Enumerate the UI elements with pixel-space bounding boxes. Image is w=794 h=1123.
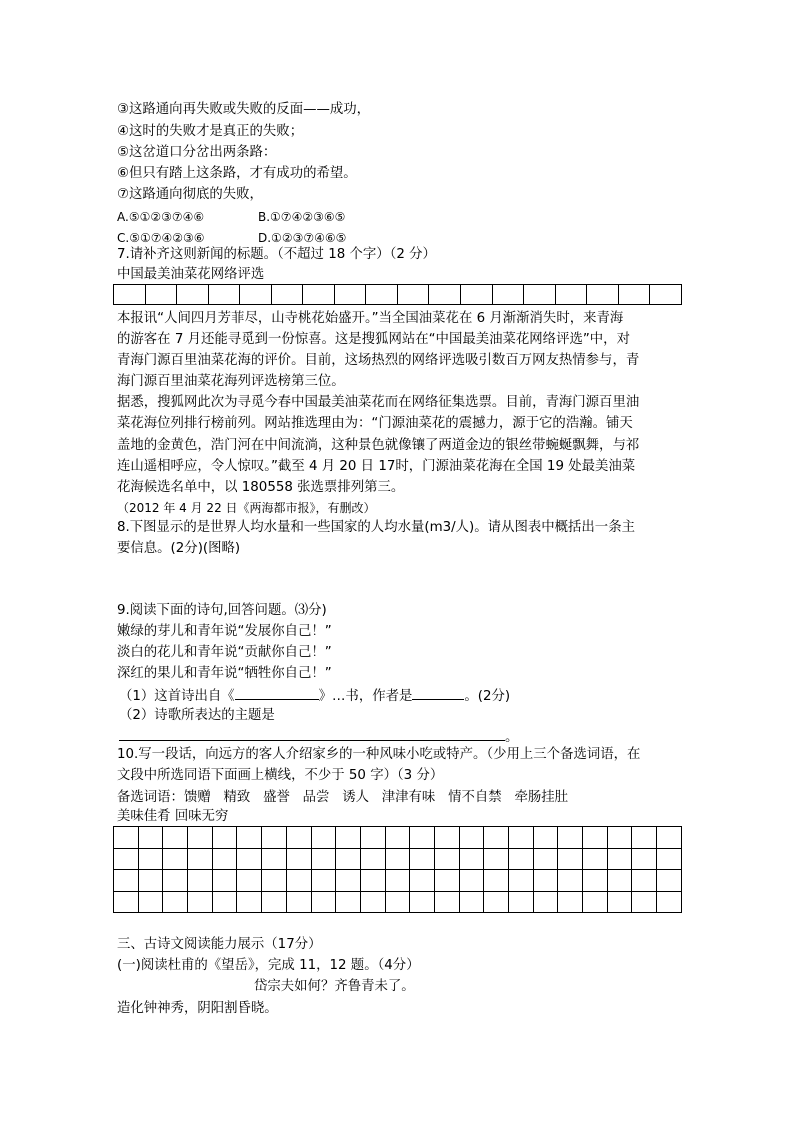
grid-cell[interactable]	[240, 285, 272, 305]
grid-cell[interactable]	[138, 827, 163, 849]
grid-cell[interactable]	[484, 891, 509, 913]
grid-cell[interactable]	[311, 848, 336, 870]
news-paragraph-line: 盖地的金黄色，浩门河在中间流淌，这种景色就像镶了两道金边的银丝带蜿蜒飘舞，与祁	[117, 438, 640, 453]
grid-cell[interactable]	[533, 891, 558, 913]
grid-cell[interactable]	[632, 870, 657, 892]
section-subheading: (一)阅读杜甫的《望岳》，完成 11，12 题。（4分）	[117, 958, 420, 973]
theme-blank[interactable]	[119, 726, 505, 741]
grid-cell[interactable]	[484, 870, 509, 892]
poem-line: 深红的果儿和青年说“牺牲你自己！”	[117, 666, 332, 681]
grid-cell[interactable]	[410, 848, 435, 870]
grid-cell[interactable]	[334, 285, 366, 305]
word: 津津有味	[381, 790, 436, 805]
news-paragraph-line: 连山遥相呼应，令人惊叹。”截至 4 月 20 日 17时，门源油菜花海在全国 19 处最美油菜	[117, 459, 636, 474]
grid-cell[interactable]	[188, 870, 213, 892]
word: 牵肠挂肚	[514, 790, 569, 805]
grid-cell[interactable]	[360, 827, 385, 849]
grid-cell[interactable]	[607, 870, 632, 892]
grid-cell[interactable]	[524, 285, 556, 305]
news-paragraph-line: 菜花海位列排行榜前列。网站推选理由为：“门源油菜花的震撼力，源于它的浩瀚。铺天	[117, 416, 633, 431]
book-title-blank[interactable]	[235, 685, 319, 700]
grid-cell[interactable]	[587, 285, 619, 305]
grid-cell[interactable]	[434, 891, 459, 913]
grid-cell[interactable]	[492, 285, 524, 305]
q9-sub1-text: 。(2分)	[464, 689, 511, 704]
grid-cell[interactable]	[163, 891, 188, 913]
grid-cell[interactable]	[303, 285, 335, 305]
grid-cell[interactable]	[509, 848, 534, 870]
grid-cell[interactable]	[138, 870, 163, 892]
grid-cell[interactable]	[366, 285, 398, 305]
grid-cell[interactable]	[212, 870, 237, 892]
grid-cell[interactable]	[434, 848, 459, 870]
grid-cell[interactable]	[434, 870, 459, 892]
grid-cell[interactable]	[429, 285, 461, 305]
grid-cell[interactable]	[385, 848, 410, 870]
grid-cell[interactable]	[208, 285, 240, 305]
grid-cell[interactable]	[336, 870, 361, 892]
grid-cell[interactable]	[311, 891, 336, 913]
essay-answer-grid[interactable]	[113, 826, 682, 913]
q9-sub1	[119, 685, 510, 705]
grid-cell[interactable]	[632, 848, 657, 870]
grid-cell[interactable]	[262, 870, 287, 892]
grid-cell[interactable]	[360, 870, 385, 892]
grid-cell[interactable]	[583, 848, 608, 870]
author-blank[interactable]	[412, 685, 464, 700]
grid-cell[interactable]	[360, 848, 385, 870]
grid-cell[interactable]	[555, 285, 587, 305]
word: 情不自禁	[448, 790, 502, 805]
grid-cell[interactable]	[657, 891, 682, 913]
choice-a: A.⑤①②③⑦④⑥	[117, 210, 205, 224]
grid-cell[interactable]	[459, 827, 484, 849]
grid-cell[interactable]	[138, 848, 163, 870]
grid-cell[interactable]	[657, 848, 682, 870]
q8-line: 要信息。(2分)(图略)	[117, 541, 241, 556]
grid-cell[interactable]	[385, 870, 410, 892]
grid-cell[interactable]	[271, 285, 303, 305]
grid-cell[interactable]	[237, 848, 262, 870]
grid-cell[interactable]	[607, 891, 632, 913]
grid-cell[interactable]	[286, 848, 311, 870]
title-answer-grid[interactable]	[113, 284, 682, 305]
grid-cell[interactable]	[262, 848, 287, 870]
grid-cell[interactable]	[607, 827, 632, 849]
news-paragraph-line: 的游客在 7 月还能寻觅到一份惊喜。这是搜狐网站在“中国最美油菜花网络评选”中，对	[117, 332, 630, 347]
period: 。	[505, 730, 519, 745]
grid-cell[interactable]	[177, 285, 209, 305]
grid-cell[interactable]	[336, 848, 361, 870]
grid-cell[interactable]	[163, 827, 188, 849]
words-label: 备选词语：	[117, 790, 184, 805]
grid-cell[interactable]	[484, 827, 509, 849]
poem-line: 淡白的花儿和青年说“贡献你自己！”	[117, 645, 332, 660]
grid-cell[interactable]	[286, 891, 311, 913]
grid-cell[interactable]	[286, 827, 311, 849]
grid-cell[interactable]	[410, 827, 435, 849]
grid-cell[interactable]	[163, 870, 188, 892]
q9-sub1-text: （1）这首诗出自《	[119, 689, 235, 704]
grid-cell[interactable]	[650, 285, 682, 305]
grid-cell[interactable]	[114, 827, 139, 849]
grid-cell[interactable]	[212, 827, 237, 849]
grid-cell[interactable]	[533, 827, 558, 849]
news-paragraph-line: 青海门源百里油菜花海的评价。目前，这场热烈的网络评选吸引数百万网友热情参与，青	[117, 353, 640, 368]
grid-cell[interactable]	[583, 891, 608, 913]
choice-c: C.⑤①⑦④②③⑥	[117, 231, 205, 245]
grid-cell[interactable]	[311, 827, 336, 849]
grid-cell[interactable]	[114, 285, 146, 305]
news-paragraph-line: 海门源百里油菜花海列评选榜第三位。	[117, 374, 345, 389]
grid-cell[interactable]	[558, 891, 583, 913]
grid-cell[interactable]	[558, 870, 583, 892]
candidate-words	[117, 788, 568, 808]
option-line: ⑦这路通向彻底的失败，	[117, 187, 263, 202]
q10-line: 10.写一段话，向远方的客人介绍家乡的一种风味小吃或特产。（少用上三个备选词语，在	[117, 747, 641, 762]
option-line: ⑤这岔道口分岔出两条路：	[117, 145, 277, 160]
grid-cell[interactable]	[237, 870, 262, 892]
grid-cell[interactable]	[607, 848, 632, 870]
news-paragraph-line: 本报讯“人间四月芳菲尽，山寺桃花始盛开。”当全国油菜花在 6 月渐渐消失时，来青海	[117, 311, 624, 326]
q9-sub1-text: 》…书，作者是	[318, 689, 413, 704]
grid-cell[interactable]	[459, 891, 484, 913]
q8-line: 8.下图显示的是世界人均水量和一些国家的人均水量(m3/人)。请从图表中概括出一条主	[117, 520, 635, 535]
grid-cell[interactable]	[360, 891, 385, 913]
grid-cell[interactable]	[632, 827, 657, 849]
grid-cell[interactable]	[657, 870, 682, 892]
grid-cell[interactable]	[410, 891, 435, 913]
grid-cell[interactable]	[237, 891, 262, 913]
grid-cell[interactable]	[188, 891, 213, 913]
word: 诱人	[342, 790, 369, 805]
grid-cell[interactable]	[397, 285, 429, 305]
grid-cell[interactable]	[583, 870, 608, 892]
word: 盛誉	[263, 790, 290, 805]
grid-cell[interactable]	[188, 848, 213, 870]
grid-cell[interactable]	[459, 870, 484, 892]
q9-sub2: （2）诗歌所表达的主题是	[119, 708, 275, 723]
word: 品尝	[302, 790, 330, 805]
grid-cell[interactable]	[188, 827, 213, 849]
grid-cell[interactable]	[533, 870, 558, 892]
grid-cell[interactable]	[657, 827, 682, 849]
grid-cell[interactable]	[618, 285, 650, 305]
grid-cell[interactable]	[459, 848, 484, 870]
grid-cell[interactable]	[114, 891, 139, 913]
word: 馈赠	[183, 790, 211, 805]
poem-line: 嫩绿的芽儿和青年说“发展你自己！”	[117, 624, 332, 639]
grid-cell[interactable]	[484, 848, 509, 870]
word: 精致	[223, 790, 251, 805]
grid-cell[interactable]	[434, 827, 459, 849]
grid-cell[interactable]	[461, 285, 493, 305]
grid-cell[interactable]	[311, 870, 336, 892]
q7-prompt: 7.请补齐这则新闻的标题。（不超过 18 个字）（2 分）	[117, 247, 436, 262]
grid-cell[interactable]	[212, 848, 237, 870]
grid-cell[interactable]	[533, 848, 558, 870]
grid-cell[interactable]	[138, 891, 163, 913]
news-paragraph-line: 花海候选名单中，以 180558 张选票排列第三。	[117, 480, 405, 495]
q10-line: 文段中所选同语下面画上横线，不少于 50 字）（3 分）	[117, 768, 444, 783]
poem-line: 造化钟神秀，阴阳割昏晓。	[117, 1001, 278, 1016]
choice-b: B.①⑦④②③⑥⑤	[258, 210, 346, 224]
section-heading: 三、古诗文阅读能力展示（17分）	[117, 937, 322, 952]
grid-cell[interactable]	[385, 891, 410, 913]
grid-cell[interactable]	[410, 870, 435, 892]
grid-cell[interactable]	[262, 827, 287, 849]
grid-cell[interactable]	[336, 827, 361, 849]
grid-cell[interactable]	[163, 848, 188, 870]
grid-cell[interactable]	[145, 285, 177, 305]
theme-answer-line	[119, 726, 518, 746]
grid-cell[interactable]	[237, 827, 262, 849]
q9-prompt: 9.阅读下面的诗句,回答问题。⑶分)	[117, 603, 327, 618]
poem-line: 岱宗夫如何？齐鲁青未了。	[254, 979, 415, 994]
news-source: （2012 年 4 月 22 日《两海都市报》，有删改）	[117, 501, 376, 515]
candidate-words-line2: 美味佳肴 回味无穷	[117, 809, 229, 824]
option-line: ⑥但只有踏上这条路，才有成功的希望。	[117, 166, 357, 181]
grid-cell[interactable]	[583, 827, 608, 849]
grid-cell[interactable]	[114, 870, 139, 892]
option-line: ④这时的失败才是真正的失败；	[117, 124, 304, 139]
grid-cell[interactable]	[385, 827, 410, 849]
grid-cell[interactable]	[558, 827, 583, 849]
grid-cell[interactable]	[336, 891, 361, 913]
grid-cell[interactable]	[212, 891, 237, 913]
grid-cell[interactable]	[509, 891, 534, 913]
news-paragraph-line: 据悉，搜狐网此次为寻觅今春中国最美油菜花而在网络征集选票。目前，青海门源百里油	[117, 395, 640, 410]
grid-cell[interactable]	[632, 891, 657, 913]
grid-cell[interactable]	[509, 827, 534, 849]
grid-cell[interactable]	[509, 870, 534, 892]
grid-cell[interactable]	[262, 891, 287, 913]
option-line: ③这路通向再失败或失败的反面——成功，	[117, 102, 371, 117]
choice-d: D.①②③⑦④⑥⑤	[258, 231, 347, 245]
grid-cell[interactable]	[114, 848, 139, 870]
q7-title-prefix: 中国最美油菜花网络评选	[117, 267, 265, 282]
grid-cell[interactable]	[286, 870, 311, 892]
grid-cell[interactable]	[558, 848, 583, 870]
